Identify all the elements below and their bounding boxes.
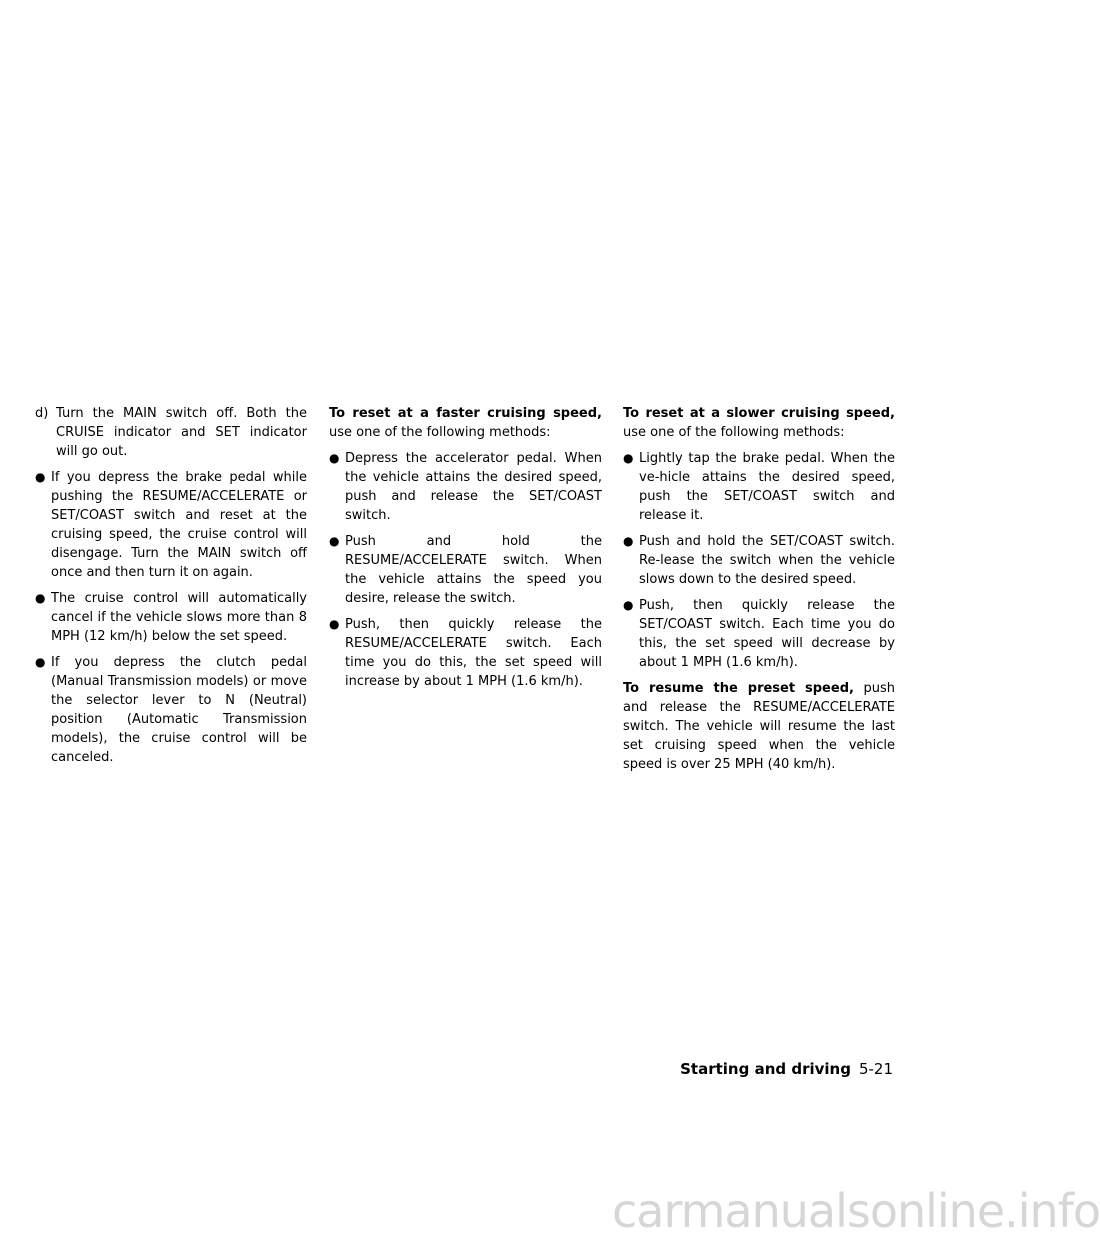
item-text: If you depress the clutch pedal (Manual Transmission models) or move the selector lever to N (Neutral) position (Automatic Transmission models), the cruise control will be canceled.: [51, 655, 307, 765]
item-text: If you depress the brake pedal while pushing the RESUME/ACCELERATE or SET/COAST switch and reset at the cruising speed, the cruise control will disengage. Turn the MAIN switch off once and then turn it on again.: [51, 470, 307, 580]
bullet-icon: ●: [35, 591, 46, 605]
item-text: The cruise control will automatically cancel if the vehicle slows more than 8 MPH (12 km/h) below the set speed.: [51, 591, 307, 644]
bullet-icon: ●: [623, 598, 634, 612]
section-heading: To reset at a slower cruising speed,: [623, 406, 895, 421]
item-text: Push and hold the RESUME/ACCELERATE switch. When the vehicle attains the speed you desire, release the switch.: [345, 534, 602, 606]
bullet-icon: ●: [35, 470, 46, 484]
intro-text: use one of the following methods:: [623, 425, 845, 440]
bullet-icon: ●: [329, 617, 340, 631]
column-right: [623, 404, 895, 781]
bullet-icon: ●: [623, 451, 634, 465]
list-item: [35, 653, 307, 767]
item-text: Turn the MAIN switch off. Both the CRUISE indicator and SET indicator will go out.: [56, 406, 307, 459]
section-intro: [329, 404, 602, 442]
watermark: carmanualsonline.info: [612, 1184, 1100, 1238]
bullet-icon: ●: [329, 534, 340, 548]
list-item: [623, 596, 895, 672]
section-intro: [623, 404, 895, 442]
item-text: Lightly tap the brake pedal. When the ve-hicle attains the desired speed, push the SET/COAST switch and release it.: [639, 451, 895, 523]
item-text: Depress the accelerator pedal. When the vehicle attains the desired speed, push and release the SET/COAST switch.: [345, 451, 602, 523]
resume-heading: To resume the preset speed,: [623, 681, 854, 696]
list-item: [329, 615, 602, 691]
item-text: Push, then quickly release the SET/COAST switch. Each time you do this, the set speed will decrease by about 1 MPH (1.6 km/h).: [639, 598, 895, 670]
bullet-icon: ●: [35, 655, 46, 669]
bullet-icon: ●: [329, 451, 340, 465]
list-item: [35, 589, 307, 646]
page-footer: [680, 1060, 893, 1078]
column-middle: [329, 404, 602, 698]
section-heading: To reset at a faster cruising speed,: [329, 406, 602, 421]
resume-paragraph: [623, 679, 895, 774]
list-item: [623, 449, 895, 525]
page-number: 5-21: [858, 1060, 893, 1078]
footer-section-title: Starting and driving: [680, 1060, 851, 1078]
list-item: [623, 532, 895, 589]
item-text: Push, then quickly release the RESUME/ACCELERATE switch. Each time you do this, the set speed will increase by about 1 MPH (1.6 km/h).: [345, 617, 602, 689]
item-marker: d): [35, 406, 49, 421]
intro-text: use one of the following methods:: [329, 425, 551, 440]
column-left: [35, 404, 307, 774]
list-item: [329, 532, 602, 608]
item-text: Push and hold the SET/COAST switch. Re-lease the switch when the vehicle slows down to the desired speed.: [639, 534, 895, 587]
list-item: [329, 449, 602, 525]
resume-text: push and release the RESUME/ACCELERATE switch. The vehicle will resume the last set cruising speed when the vehicle speed is over 25 MPH (40 km/h).: [623, 681, 895, 772]
bullet-icon: ●: [623, 534, 634, 548]
list-item-d: [35, 404, 307, 461]
list-item: [35, 468, 307, 582]
